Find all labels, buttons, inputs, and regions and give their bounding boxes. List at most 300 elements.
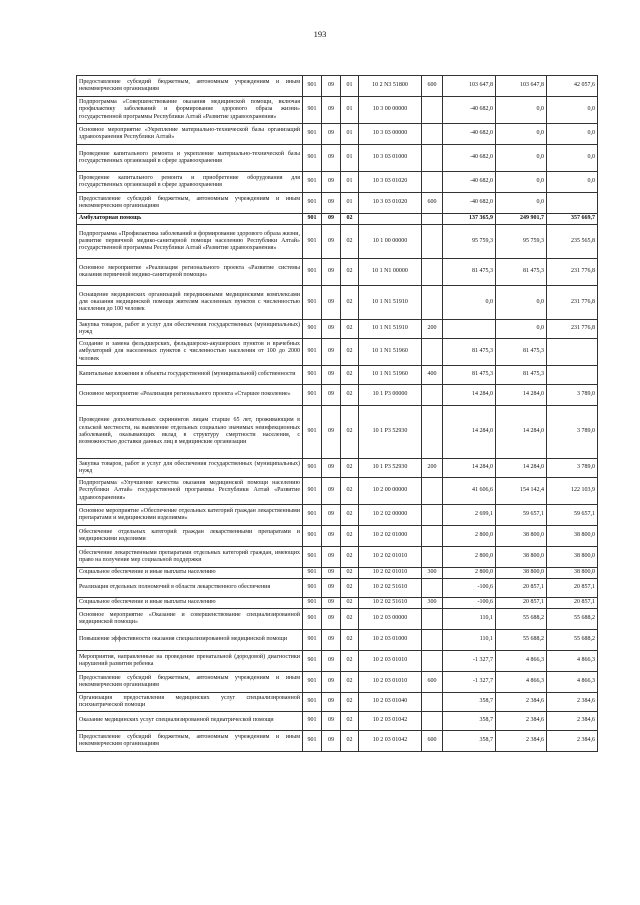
- row-name: Проведение капитального ремонта и приобретение оборудования для государственных организаций в сфере здравоохранения: [77, 172, 303, 193]
- row-amount-2: 2 384,6: [496, 731, 547, 752]
- row-amount-2: 55 688,2: [496, 609, 547, 630]
- row-amount-2: 38 800,0: [496, 568, 547, 579]
- row-target-article: 10 3 00 00000: [359, 97, 422, 124]
- row-subsection-code: 02: [341, 598, 359, 609]
- row-amount-1: 14 284,0: [443, 459, 496, 478]
- row-target-article: 10 2 02 51610: [359, 598, 422, 609]
- row-expense-type: [422, 124, 443, 145]
- row-target-article: 10 1 P3 52930: [359, 459, 422, 478]
- table-row: [77, 651, 598, 672]
- page-number: 193: [313, 29, 327, 39]
- row-target-article: 10 2 02 01010: [359, 568, 422, 579]
- row-section-code: 09: [322, 568, 341, 579]
- row-name: Закупка товаров, работ и услуг для обеспечения государственных (муниципальных) нужд: [77, 459, 303, 478]
- row-amount-3: 3 789,0: [547, 459, 598, 478]
- row-amount-1: -40 682,0: [443, 97, 496, 124]
- row-amount-1: 14 284,0: [443, 385, 496, 406]
- row-ministry-code: 901: [303, 568, 322, 579]
- row-section-code: 09: [322, 609, 341, 630]
- row-amount-1: -40 682,0: [443, 124, 496, 145]
- table-row: [77, 259, 598, 286]
- row-target-article: 10 2 02 01010: [359, 547, 422, 568]
- row-expense-type: [422, 385, 443, 406]
- row-target-article: 10 1 N1 51960: [359, 339, 422, 366]
- row-amount-3: 4 866,3: [547, 672, 598, 693]
- row-expense-type: 600: [422, 731, 443, 752]
- row-ministry-code: 901: [303, 526, 322, 547]
- row-ministry-code: 901: [303, 459, 322, 478]
- row-ministry-code: 901: [303, 286, 322, 320]
- row-target-article: 10 2 03 01042: [359, 712, 422, 731]
- row-name: Закупка товаров, работ и услуг для обеспечения государственных (муниципальных) нужд: [77, 320, 303, 339]
- row-section-code: 09: [322, 339, 341, 366]
- row-expense-type: 200: [422, 459, 443, 478]
- row-name: Оказание медицинских услуг специализированной педиатрической помощи: [77, 712, 303, 731]
- row-section-code: 09: [322, 579, 341, 598]
- table-row: [77, 145, 598, 172]
- row-ministry-code: 901: [303, 97, 322, 124]
- row-amount-1: 2 800,0: [443, 568, 496, 579]
- row-target-article: 10 2 00 00000: [359, 478, 422, 505]
- row-section-code: 09: [322, 320, 341, 339]
- row-amount-2: 38 800,0: [496, 526, 547, 547]
- row-amount-3: 231 776,8: [547, 286, 598, 320]
- row-amount-2: 0,0: [496, 193, 547, 214]
- row-amount-1: 95 759,3: [443, 225, 496, 259]
- table-row: [77, 693, 598, 712]
- row-ministry-code: 901: [303, 124, 322, 145]
- row-amount-3: 235 565,8: [547, 225, 598, 259]
- table-row: [77, 609, 598, 630]
- budget-table: [76, 75, 598, 752]
- row-amount-3: 55 688,2: [547, 609, 598, 630]
- row-section-code: 09: [322, 630, 341, 651]
- row-expense-type: [422, 478, 443, 505]
- row-amount-3: 3 789,0: [547, 385, 598, 406]
- row-amount-1: 110,1: [443, 630, 496, 651]
- row-subsection-code: 02: [341, 286, 359, 320]
- row-name: Подпрограмма «Профилактика заболеваний и формирование здорового образа жизни, развитие первичной медико-санитарной помощи населению Республики Алтай» государственной программы Республики Алтай «Развитие здравоохранения»: [77, 225, 303, 259]
- table-row: [77, 225, 598, 259]
- row-ministry-code: 901: [303, 385, 322, 406]
- table-row: [77, 712, 598, 731]
- row-name: Предоставление субсидий бюджетным, автономным учреждениям и иным некоммерческим организациям: [77, 731, 303, 752]
- row-subsection-code: 02: [341, 693, 359, 712]
- table-row: [77, 124, 598, 145]
- row-ministry-code: 901: [303, 259, 322, 286]
- row-ministry-code: 901: [303, 145, 322, 172]
- row-subsection-code: 01: [341, 97, 359, 124]
- row-amount-2: 0,0: [496, 145, 547, 172]
- row-section-code: 09: [322, 259, 341, 286]
- row-amount-3: 38 800,0: [547, 547, 598, 568]
- row-name: Повышение эффективности оказания специализированной медицинской помощи: [77, 630, 303, 651]
- row-amount-3: 0,0: [547, 145, 598, 172]
- row-amount-2: 4 866,3: [496, 651, 547, 672]
- row-name: Создание и замена фельдшерских, фельдшерско-акушерских пунктов и врачебных амбулаторий для населенных пунктов с численностью населения от 100 до 2000 человек: [77, 339, 303, 366]
- row-name: Предоставление субсидий бюджетным, автономным учреждениям и иным некоммерческим организациям: [77, 193, 303, 214]
- row-expense-type: [422, 609, 443, 630]
- row-amount-2: 4 866,3: [496, 672, 547, 693]
- row-name: Подпрограмма «Улучшение качества оказания медицинской помощи населению Республики Алтай» государственной программы Республики Алтай «Развитие здравоохранения»: [77, 478, 303, 505]
- row-section-code: 09: [322, 406, 341, 459]
- row-ministry-code: 901: [303, 478, 322, 505]
- row-amount-1: -100,6: [443, 598, 496, 609]
- row-subsection-code: 01: [341, 172, 359, 193]
- row-name: Амбулаторная помощь: [77, 214, 303, 225]
- row-name: Социальное обеспечение и иные выплаты населению: [77, 598, 303, 609]
- row-amount-3: 38 800,0: [547, 526, 598, 547]
- row-section-code: 09: [322, 286, 341, 320]
- row-expense-type: 300: [422, 568, 443, 579]
- table-body: [77, 76, 598, 752]
- row-target-article: 10 2 03 01010: [359, 651, 422, 672]
- row-subsection-code: 02: [341, 478, 359, 505]
- row-ministry-code: 901: [303, 172, 322, 193]
- row-subsection-code: 02: [341, 459, 359, 478]
- row-expense-type: [422, 259, 443, 286]
- row-ministry-code: 901: [303, 598, 322, 609]
- row-amount-2: 14 284,0: [496, 459, 547, 478]
- row-target-article: 10 2 02 51610: [359, 579, 422, 598]
- row-ministry-code: 901: [303, 366, 322, 385]
- row-subsection-code: 02: [341, 712, 359, 731]
- table-row: [77, 478, 598, 505]
- row-ministry-code: 901: [303, 76, 322, 97]
- row-ministry-code: 901: [303, 406, 322, 459]
- row-name: Подпрограмма «Совершенствование оказания медицинской помощи, включая профилактику заболеваний и формирование здорового образа жизни» государственной программы Республики Алтай «Развитие здравоохранения»: [77, 97, 303, 124]
- row-expense-type: 200: [422, 320, 443, 339]
- row-subsection-code: 01: [341, 76, 359, 97]
- row-name: Капитальные вложения в объекты государственной (муниципальной) собственности: [77, 366, 303, 385]
- table-row: [77, 339, 598, 366]
- row-name: Оснащение медицинских организаций передвижными медицинскими комплексами для оказания медицинской помощи жителям населенных пунктов с численностью населения до 100 человек: [77, 286, 303, 320]
- row-expense-type: [422, 97, 443, 124]
- row-amount-3: 2 384,6: [547, 693, 598, 712]
- row-amount-2: 20 857,1: [496, 598, 547, 609]
- row-name: Основное мероприятие «Реализация регионального проекта «Развитие системы оказания первичной медико-санитарной помощи»: [77, 259, 303, 286]
- table-row: [77, 579, 598, 598]
- row-target-article: 10 2 03 01000: [359, 630, 422, 651]
- row-subsection-code: 02: [341, 547, 359, 568]
- row-subsection-code: 02: [341, 225, 359, 259]
- row-section-code: 09: [322, 459, 341, 478]
- row-amount-2: 14 284,0: [496, 385, 547, 406]
- row-section-code: 09: [322, 598, 341, 609]
- row-subsection-code: 02: [341, 385, 359, 406]
- row-amount-3: 59 657,1: [547, 505, 598, 526]
- row-amount-2: 55 688,2: [496, 630, 547, 651]
- row-amount-3: 231 776,8: [547, 259, 598, 286]
- row-name: Проведение капитального ремонта и укрепление материально-технической базы государственных организаций в сфере здравоохранения: [77, 145, 303, 172]
- row-target-article: 10 1 N1 00000: [359, 259, 422, 286]
- row-expense-type: [422, 145, 443, 172]
- row-amount-2: 2 384,6: [496, 712, 547, 731]
- row-amount-1: 0,0: [443, 286, 496, 320]
- row-ministry-code: 901: [303, 547, 322, 568]
- row-amount-1: 103 647,8: [443, 76, 496, 97]
- table-row: [77, 547, 598, 568]
- row-expense-type: 400: [422, 366, 443, 385]
- row-expense-type: [422, 712, 443, 731]
- row-section-code: 09: [322, 124, 341, 145]
- table-row: [77, 568, 598, 579]
- row-target-article: 10 2 03 01040: [359, 693, 422, 712]
- row-name: Мероприятия, направленные на проведение пренатальной (дородовой) диагностики нарушений развития ребенка: [77, 651, 303, 672]
- row-target-article: 10 3 03 01000: [359, 145, 422, 172]
- row-section-code: 09: [322, 366, 341, 385]
- row-expense-type: 300: [422, 598, 443, 609]
- row-ministry-code: 901: [303, 609, 322, 630]
- row-expense-type: [422, 214, 443, 225]
- row-subsection-code: 02: [341, 214, 359, 225]
- row-section-code: 09: [322, 547, 341, 568]
- row-amount-2: 81 475,3: [496, 259, 547, 286]
- table-row: [77, 286, 598, 320]
- row-target-article: 10 1 N1 51910: [359, 286, 422, 320]
- table-row: [77, 76, 598, 97]
- row-amount-2: 38 800,0: [496, 547, 547, 568]
- row-amount-2: 95 759,3: [496, 225, 547, 259]
- row-expense-type: [422, 526, 443, 547]
- row-ministry-code: 901: [303, 672, 322, 693]
- row-section-code: 09: [322, 97, 341, 124]
- row-amount-1: [443, 320, 496, 339]
- row-amount-2: 2 384,6: [496, 693, 547, 712]
- table-row: [77, 406, 598, 459]
- row-amount-3: 20 857,1: [547, 598, 598, 609]
- row-subsection-code: 02: [341, 339, 359, 366]
- row-amount-1: 2 699,1: [443, 505, 496, 526]
- row-amount-3: 0,0: [547, 97, 598, 124]
- row-amount-2: 0,0: [496, 124, 547, 145]
- row-subsection-code: 01: [341, 193, 359, 214]
- row-target-article: 10 3 03 01020: [359, 172, 422, 193]
- row-target-article: 10 3 03 01020: [359, 193, 422, 214]
- row-section-code: 09: [322, 193, 341, 214]
- row-amount-1: 2 800,0: [443, 547, 496, 568]
- table-row: [77, 214, 598, 225]
- row-section-code: 09: [322, 693, 341, 712]
- table-row: [77, 672, 598, 693]
- row-expense-type: 600: [422, 193, 443, 214]
- row-subsection-code: 01: [341, 124, 359, 145]
- row-section-code: 09: [322, 172, 341, 193]
- row-amount-2: 59 657,1: [496, 505, 547, 526]
- table-row: [77, 459, 598, 478]
- row-name: Предоставление субсидий бюджетным, автономным учреждениям и иным некоммерческим организациям: [77, 76, 303, 97]
- row-ministry-code: 901: [303, 320, 322, 339]
- row-expense-type: [422, 172, 443, 193]
- row-section-code: 09: [322, 712, 341, 731]
- row-name: Организация предоставления медицинских услуг специализированной психиатрической помощи: [77, 693, 303, 712]
- row-subsection-code: 02: [341, 672, 359, 693]
- row-amount-2: 154 142,4: [496, 478, 547, 505]
- row-section-code: 09: [322, 731, 341, 752]
- row-subsection-code: 02: [341, 731, 359, 752]
- row-ministry-code: 901: [303, 505, 322, 526]
- row-amount-1: -40 682,0: [443, 172, 496, 193]
- row-ministry-code: 901: [303, 630, 322, 651]
- row-section-code: 09: [322, 76, 341, 97]
- row-subsection-code: 02: [341, 505, 359, 526]
- row-section-code: 09: [322, 651, 341, 672]
- row-expense-type: 600: [422, 76, 443, 97]
- table-row: [77, 630, 598, 651]
- row-ministry-code: 901: [303, 693, 322, 712]
- row-amount-3: 357 669,7: [547, 214, 598, 225]
- row-amount-1: 2 800,0: [443, 526, 496, 547]
- row-ministry-code: 901: [303, 579, 322, 598]
- row-subsection-code: 02: [341, 526, 359, 547]
- row-amount-1: -1 327,7: [443, 672, 496, 693]
- row-amount-1: 81 475,3: [443, 339, 496, 366]
- row-amount-1: 14 284,0: [443, 406, 496, 459]
- row-expense-type: [422, 339, 443, 366]
- row-amount-1: 110,1: [443, 609, 496, 630]
- row-amount-1: 358,7: [443, 712, 496, 731]
- row-expense-type: [422, 579, 443, 598]
- row-target-article: 10 2 03 01010: [359, 672, 422, 693]
- row-target-article: 10 3 03 00000: [359, 124, 422, 145]
- row-subsection-code: 02: [341, 259, 359, 286]
- row-name: Основное мероприятие «Укрепление материально-технической базы организаций здравоохранения Республики Алтай»: [77, 124, 303, 145]
- row-target-article: 10 2 N3 51800: [359, 76, 422, 97]
- table-row: [77, 366, 598, 385]
- row-ministry-code: 901: [303, 193, 322, 214]
- row-ministry-code: 901: [303, 731, 322, 752]
- row-expense-type: [422, 693, 443, 712]
- row-target-article: 10 2 02 01000: [359, 526, 422, 547]
- row-amount-1: 358,7: [443, 693, 496, 712]
- row-amount-3: 38 800,0: [547, 568, 598, 579]
- row-amount-3: [547, 193, 598, 214]
- row-name: Проведение дополнительных скринингов лицам старше 65 лет, проживающим в сельской местности, на выявление отдельных социально значимых неинфекционных заболеваний, оказывающих вклад в структуру смертности населения, с возможностью доставки данных лиц в медицинские организации: [77, 406, 303, 459]
- row-subsection-code: 02: [341, 366, 359, 385]
- table-row: [77, 505, 598, 526]
- row-name: Социальное обеспечение и иные выплаты населению: [77, 568, 303, 579]
- row-amount-1: 137 365,9: [443, 214, 496, 225]
- row-expense-type: [422, 630, 443, 651]
- row-name: Основное мероприятие «Обеспечение отдельных категорий граждан лекарственными препаратами и медицинскими изделиями»: [77, 505, 303, 526]
- row-expense-type: [422, 406, 443, 459]
- row-expense-type: [422, 651, 443, 672]
- row-amount-3: 3 789,0: [547, 406, 598, 459]
- row-target-article: [359, 214, 422, 225]
- table-row: [77, 526, 598, 547]
- row-target-article: 10 1 00 00000: [359, 225, 422, 259]
- row-name: Основное мероприятие «Оказание и совершенствование специализированной медицинской помощи»: [77, 609, 303, 630]
- row-subsection-code: 01: [341, 145, 359, 172]
- table-row: [77, 385, 598, 406]
- row-section-code: 09: [322, 385, 341, 406]
- row-expense-type: [422, 547, 443, 568]
- row-amount-2: 0,0: [496, 97, 547, 124]
- table-row: [77, 731, 598, 752]
- row-ministry-code: 901: [303, 651, 322, 672]
- row-amount-2: 249 901,7: [496, 214, 547, 225]
- row-target-article: 10 2 03 00000: [359, 609, 422, 630]
- row-name: Основное мероприятие «Реализация регионального проекта «Старшее поколение»: [77, 385, 303, 406]
- row-subsection-code: 02: [341, 651, 359, 672]
- table-row: [77, 193, 598, 214]
- row-name: Предоставление субсидий бюджетным, автономным учреждениям и иным некоммерческим организациям: [77, 672, 303, 693]
- row-target-article: 10 1 P3 00000: [359, 385, 422, 406]
- row-ministry-code: 901: [303, 214, 322, 225]
- row-target-article: 10 2 02 00000: [359, 505, 422, 526]
- row-amount-1: -40 682,0: [443, 193, 496, 214]
- row-amount-2: 103 647,8: [496, 76, 547, 97]
- row-expense-type: [422, 225, 443, 259]
- row-section-code: 09: [322, 672, 341, 693]
- row-target-article: 10 2 03 01042: [359, 731, 422, 752]
- row-amount-3: 42 057,6: [547, 76, 598, 97]
- row-subsection-code: 02: [341, 609, 359, 630]
- row-amount-2: 0,0: [496, 172, 547, 193]
- row-amount-2: 14 284,0: [496, 406, 547, 459]
- row-section-code: 09: [322, 225, 341, 259]
- row-amount-1: 81 475,3: [443, 366, 496, 385]
- row-section-code: 09: [322, 505, 341, 526]
- row-amount-2: 0,0: [496, 286, 547, 320]
- row-target-article: 10 1 N1 51960: [359, 366, 422, 385]
- row-subsection-code: 02: [341, 406, 359, 459]
- row-amount-3: 55 688,2: [547, 630, 598, 651]
- row-ministry-code: 901: [303, 225, 322, 259]
- row-ministry-code: 901: [303, 339, 322, 366]
- row-amount-1: 81 475,3: [443, 259, 496, 286]
- row-amount-1: 358,7: [443, 731, 496, 752]
- row-expense-type: [422, 286, 443, 320]
- row-subsection-code: 02: [341, 579, 359, 598]
- row-amount-3: [547, 366, 598, 385]
- table-row: [77, 97, 598, 124]
- row-section-code: 09: [322, 478, 341, 505]
- row-expense-type: 600: [422, 672, 443, 693]
- table-row: [77, 320, 598, 339]
- row-section-code: 09: [322, 145, 341, 172]
- row-amount-2: 81 475,3: [496, 339, 547, 366]
- row-amount-3: [547, 339, 598, 366]
- row-expense-type: [422, 505, 443, 526]
- row-amount-3: 2 384,6: [547, 712, 598, 731]
- row-amount-2: 20 857,1: [496, 579, 547, 598]
- row-ministry-code: 901: [303, 712, 322, 731]
- row-amount-1: 41 606,6: [443, 478, 496, 505]
- row-amount-3: 2 384,6: [547, 731, 598, 752]
- row-amount-2: 81 475,3: [496, 366, 547, 385]
- row-amount-1: -1 327,7: [443, 651, 496, 672]
- row-amount-2: 0,0: [496, 320, 547, 339]
- row-amount-1: -40 682,0: [443, 145, 496, 172]
- row-section-code: 09: [322, 526, 341, 547]
- row-amount-3: 4 866,3: [547, 651, 598, 672]
- row-name: Реализация отдельных полномочий в области лекарственного обеспечения: [77, 579, 303, 598]
- row-section-code: 09: [322, 214, 341, 225]
- table-row: [77, 172, 598, 193]
- row-name: Обеспечение лекарственными препаратами отдельных категорий граждан, имеющих право на получение мер социальной поддержки: [77, 547, 303, 568]
- row-amount-3: 20 857,1: [547, 579, 598, 598]
- row-amount-3: 0,0: [547, 124, 598, 145]
- row-subsection-code: 02: [341, 568, 359, 579]
- row-subsection-code: 02: [341, 320, 359, 339]
- row-name: Обеспечение отдельных категорий граждан лекарственными препаратами и медицинскими изделиями: [77, 526, 303, 547]
- row-amount-1: -100,6: [443, 579, 496, 598]
- row-target-article: 10 1 N1 51910: [359, 320, 422, 339]
- table-row: [77, 598, 598, 609]
- row-target-article: 10 1 P3 52930: [359, 406, 422, 459]
- row-amount-3: 231 776,8: [547, 320, 598, 339]
